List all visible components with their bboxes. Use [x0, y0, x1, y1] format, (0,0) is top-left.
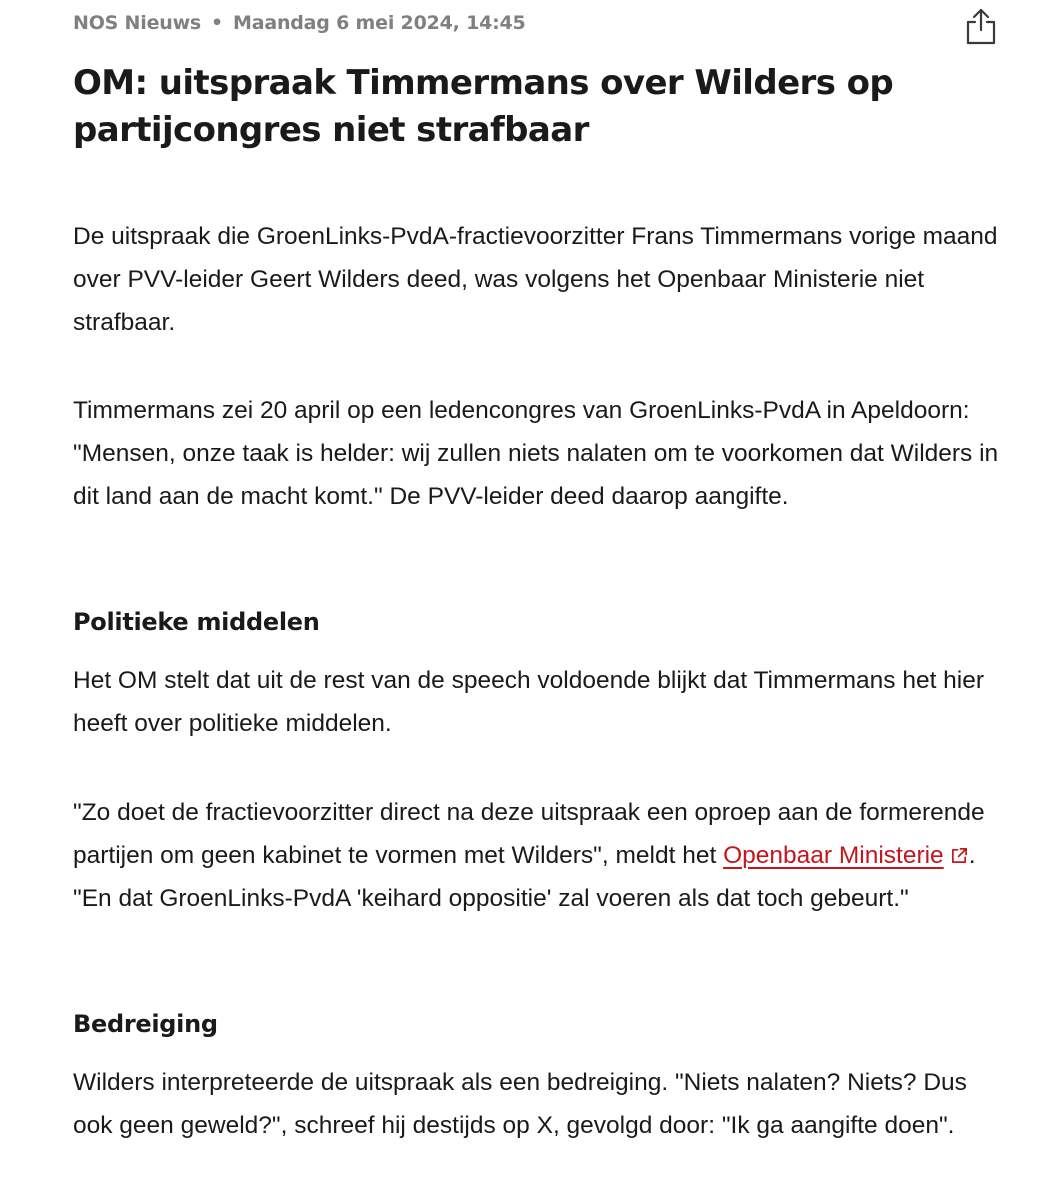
openbaar-ministerie-link-label: Openbaar Ministerie: [723, 842, 944, 869]
share-icon: [962, 6, 1000, 46]
article-meta: [73, 12, 526, 34]
paragraph-bedreiging: Wilders interpreteerde de uitspraak als een bedreiging. "Niets nalaten? Niets? Dus ook geen geweld?", schreef hij destijds op X, gevolgd door: "Ik ga aangifte doen".: [73, 1069, 967, 1139]
paragraph-om-stelt: Het OM stelt dat uit de rest van de speech voldoende blijkt dat Timmermans het hier heeft over politieke middelen.: [73, 667, 985, 737]
openbaar-ministerie-link[interactable]: [723, 842, 969, 869]
publish-date: Maandag 6 mei 2024, 14:45: [233, 12, 526, 34]
external-link-icon: [950, 846, 969, 865]
paragraph-intro: De uitspraak die GroenLinks-PvdA-fractievoorzitter Frans Timmermans vorige maand over PVV-leider Geert Wilders deed, was volgens het Openbaar Ministerie niet strafbaar.: [73, 223, 998, 336]
article-title: OM: uitspraak Timmermans over Wilders op partijcongres niet strafbaar: [73, 63, 894, 150]
meta-separator: •: [211, 12, 223, 34]
subheading-politieke-middelen: Politieke middelen: [73, 608, 320, 636]
paragraph-quote: Timmermans zei 20 april op een ledencongres van GroenLinks-PvdA in Apeldoorn: "Mensen, onze taak is helder: wij zullen niets nalaten om te voorkomen dat Wilders in dit land aan de macht komt." De PVV-leider deed daarop aangifte.: [73, 397, 999, 510]
paragraph-oproep-end: . "En dat GroenLinks-PvdA 'keihard oppositie' zal voeren als dat toch gebeurt.": [73, 842, 976, 912]
paragraph-oproep-start: "Zo doet de fractievoorzitter direct na deze uitspraak een oproep aan de formerende partijen om geen kabinet te vormen met Wilders", meldt het: [73, 799, 985, 869]
paragraph-oproep: [73, 791, 1003, 920]
share-button[interactable]: [962, 6, 1000, 46]
subheading-bedreiging: Bedreiging: [73, 1010, 218, 1038]
source-label: NOS Nieuws: [73, 12, 202, 34]
